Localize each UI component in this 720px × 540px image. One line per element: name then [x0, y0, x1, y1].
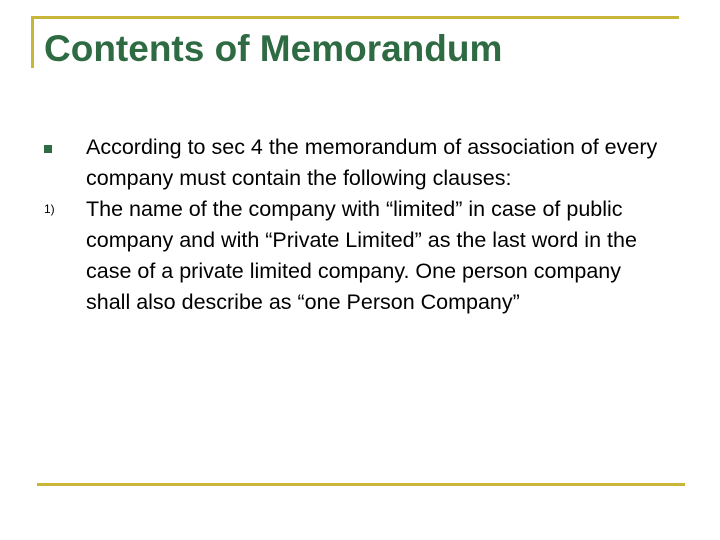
frame-bottom-line — [37, 483, 685, 486]
slide-content — [44, 132, 664, 318]
numbered-text: The name of the company with “limited” in case of public company and with “Private Limited” as the last word in the case of a private limited company. One person company shall also describe as “one Person Company” — [86, 197, 637, 314]
item-number: 1) — [44, 202, 55, 216]
square-bullet-icon — [44, 145, 52, 153]
frame-left-line — [31, 16, 34, 68]
bullet-text: According to sec 4 the memorandum of association of every company must contain the following clauses: — [86, 135, 658, 190]
numbered-item — [44, 194, 664, 318]
slide-title: Contents of Memorandum — [44, 28, 503, 69]
bullet-item — [44, 132, 664, 194]
frame-top-line — [31, 16, 679, 19]
